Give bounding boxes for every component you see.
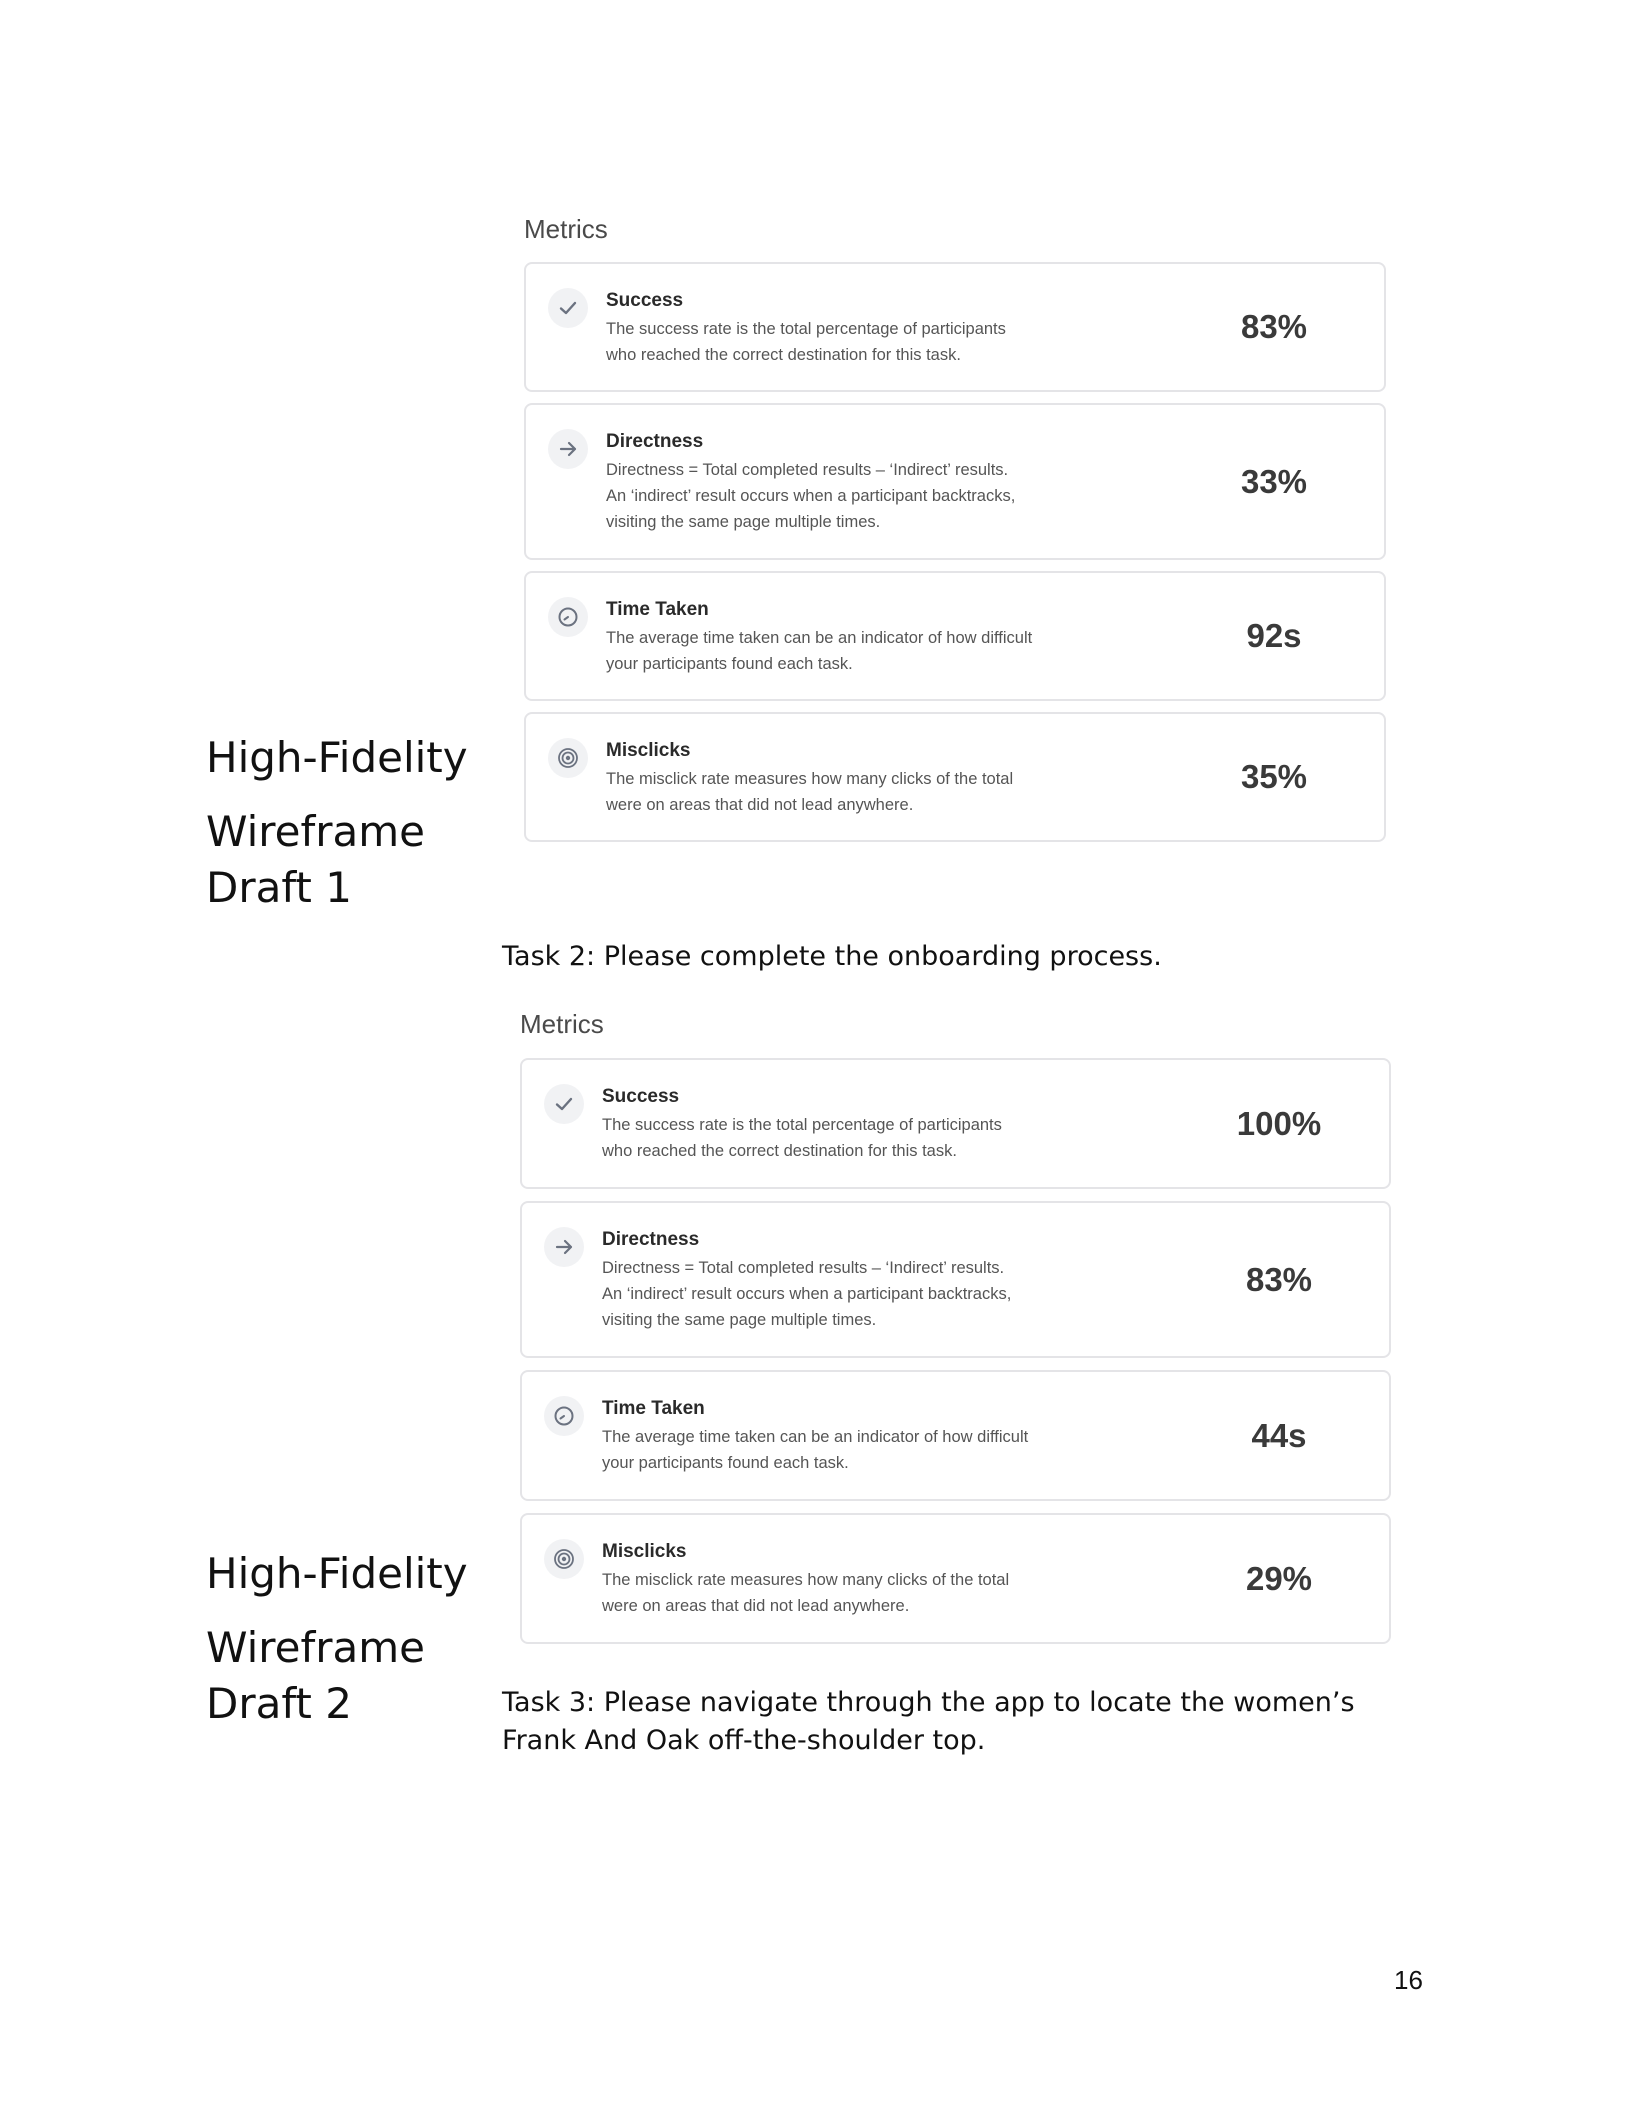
description-line: Directness = Total completed results – ‘Indirect’ results. xyxy=(602,1259,1005,1277)
metric-value: 100% xyxy=(1236,1104,1322,1142)
metric-card-success xyxy=(524,262,1386,392)
metric-title: Time Taken xyxy=(602,1398,705,1419)
metric-description xyxy=(606,316,1086,368)
metric-description xyxy=(606,766,1086,818)
metric-card-misclicks xyxy=(524,712,1386,842)
metric-value: 44s xyxy=(1251,1416,1307,1454)
task-line: Frank And Oak off-the-shoulder top. xyxy=(502,1725,986,1756)
metric-card-directness xyxy=(524,403,1386,560)
metric-title: Directness xyxy=(606,431,704,452)
draft-label-line: Draft 1 xyxy=(206,863,352,912)
metric-title: Misclicks xyxy=(606,740,691,761)
metric-title: Success xyxy=(602,1086,680,1107)
arrow-right-icon xyxy=(548,429,588,469)
metric-value: 33% xyxy=(1240,462,1308,500)
check-icon xyxy=(544,1084,584,1124)
description-line: An ‘indirect’ result occurs when a participant backtracks, xyxy=(606,487,1016,505)
metric-card-directness xyxy=(520,1201,1391,1358)
description-line: were on areas that did not lead anywhere. xyxy=(606,796,914,814)
metric-value: 92s xyxy=(1246,617,1302,654)
description-line: your participants found each task. xyxy=(606,655,853,673)
draft-label-line: Wireframe xyxy=(206,1623,426,1672)
metric-description xyxy=(606,457,1086,535)
metric-value: 29% xyxy=(1245,1559,1313,1597)
metric-value: 83% xyxy=(1245,1260,1313,1298)
metric-card-time-taken xyxy=(524,571,1386,701)
draft-1-label xyxy=(206,730,468,916)
metric-description xyxy=(602,1424,1082,1476)
description-line: The average time taken can be an indicator of how difficult xyxy=(606,629,1033,647)
check-icon xyxy=(548,288,588,328)
description-line: who reached the correct destination for this task. xyxy=(606,346,961,364)
metric-card-time-taken xyxy=(520,1370,1391,1501)
metric-description xyxy=(602,1567,1082,1619)
metric-value: 83% xyxy=(1240,308,1308,345)
metric-title: Success xyxy=(606,290,684,311)
description-line: An ‘indirect’ result occurs when a participant backtracks, xyxy=(602,1285,1012,1303)
metric-description xyxy=(602,1112,1082,1164)
metric-description xyxy=(602,1255,1082,1333)
metric-value: 35% xyxy=(1240,758,1308,795)
task-line: Task 3: Please navigate through the app to locate the women’s xyxy=(502,1687,1355,1718)
task-3-text xyxy=(502,1684,1355,1760)
description-line: who reached the correct destination for this task. xyxy=(602,1142,957,1160)
draft-label-line: Wireframe xyxy=(206,807,426,856)
metric-title: Directness xyxy=(602,1229,700,1250)
description-line: visiting the same page multiple times. xyxy=(602,1311,877,1329)
metrics-heading: Metrics xyxy=(520,1009,604,1039)
page-number: 16 xyxy=(1394,1965,1423,1995)
description-line: The average time taken can be an indicator of how difficult xyxy=(602,1428,1029,1446)
draft-2-label xyxy=(206,1546,468,1732)
description-line: The success rate is the total percentage of participants xyxy=(602,1116,1002,1134)
metric-title: Misclicks xyxy=(602,1541,687,1562)
metric-card-misclicks xyxy=(520,1513,1391,1644)
clock-icon xyxy=(544,1396,584,1436)
description-line: your participants found each task. xyxy=(602,1454,849,1472)
description-line: The misclick rate measures how many clicks of the total xyxy=(606,770,1014,788)
description-line: The success rate is the total percentage of participants xyxy=(606,320,1006,338)
target-icon xyxy=(548,738,588,778)
description-line: were on areas that did not lead anywhere. xyxy=(602,1597,910,1615)
draft-label-line: Draft 2 xyxy=(206,1679,352,1728)
metric-title: Time Taken xyxy=(606,599,709,620)
metric-card-success xyxy=(520,1058,1391,1189)
clock-icon xyxy=(548,597,588,637)
arrow-right-icon xyxy=(544,1227,584,1267)
metric-description xyxy=(606,625,1086,677)
description-line: The misclick rate measures how many clicks of the total xyxy=(602,1571,1010,1589)
task-line: Task 2: Please complete the onboarding process. xyxy=(502,941,1162,972)
metrics-heading: Metrics xyxy=(524,214,608,244)
description-line: Directness = Total completed results – ‘Indirect’ results. xyxy=(606,461,1009,479)
task-2-text xyxy=(502,938,1162,976)
description-line: visiting the same page multiple times. xyxy=(606,513,881,531)
target-icon xyxy=(544,1539,584,1579)
draft-label-line: High-Fidelity xyxy=(206,1549,468,1598)
draft-label-line: High-Fidelity xyxy=(206,733,468,782)
